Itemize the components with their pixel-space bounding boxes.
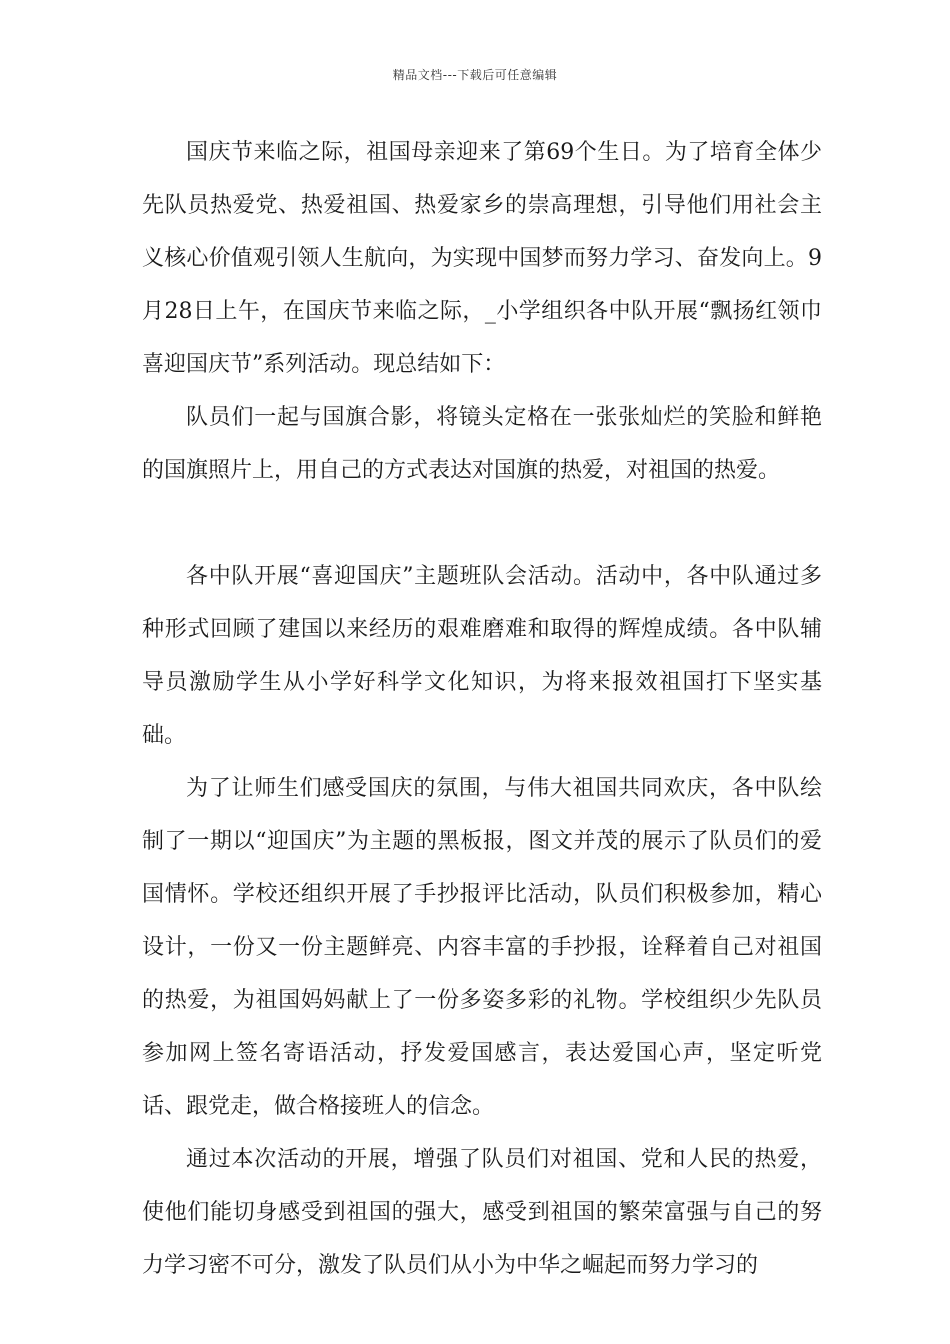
paragraph-blackboard: 为了让师生们感受国庆的氛围，与伟大祖国共同欢庆，各中队绘制了一期以“迎国庆”为主题的黑板报，图文并茂的展示了队员们的爱国情怀。学校还组织开展了手抄报评比活动，队员们积极参加，精心设计，一份又一份主题鲜亮、内容丰富的手抄报，诠释着自己对祖国的热爱，为祖国妈妈献上了一份多姿多彩的礼物。学校组织少先队员参加网上签名寄语活动，抒发爱国感言，表达爱国心声，坚定听党话、跟党走，做合格接班人的信念。 [142,776,822,1119]
document-body [142,126,822,1292]
page-header: 精品文档---下载后可任意编辑 [392,68,558,82]
paragraph-spacer [142,497,822,550]
paragraph-intro: 国庆节来临之际，祖国母亲迎来了第69个生日。为了培育全体少先队员热爱党、热爱祖国、热爱家乡的崇高理想，引导他们用社会主义核心价值观引领人生航向，为实现中国梦而努力学习、奋发向上。9月28日上午，在国庆节来临之际，_小学组织各中队开展“飘扬红领巾喜迎国庆节”系列活动。现总结如下： [142,140,822,377]
paragraph-flag-photo: 队员们一起与国旗合影，将镜头定格在一张张灿烂的笑脸和鲜艳的国旗照片上，用自己的方式表达对国旗的热爱，对祖国的热爱。 [142,405,822,483]
paragraph-conclusion: 通过本次活动的开展，增强了队员们对祖国、党和人民的热爱，使他们能切身感受到祖国的强大，感受到祖国的繁荣富强与自己的努力学习密不可分，激发了队员们从小为中华之崛起而努力学习的 [142,1147,822,1278]
paragraph-class-meeting: 各中队开展“喜迎国庆”主题班队会活动。活动中，各中队通过多种形式回顾了建国以来经历的艰难磨难和取得的辉煌成绩。各中队辅导员激励学生从小学好科学文化知识，为将来报效祖国打下坚实基础。 [142,564,822,748]
